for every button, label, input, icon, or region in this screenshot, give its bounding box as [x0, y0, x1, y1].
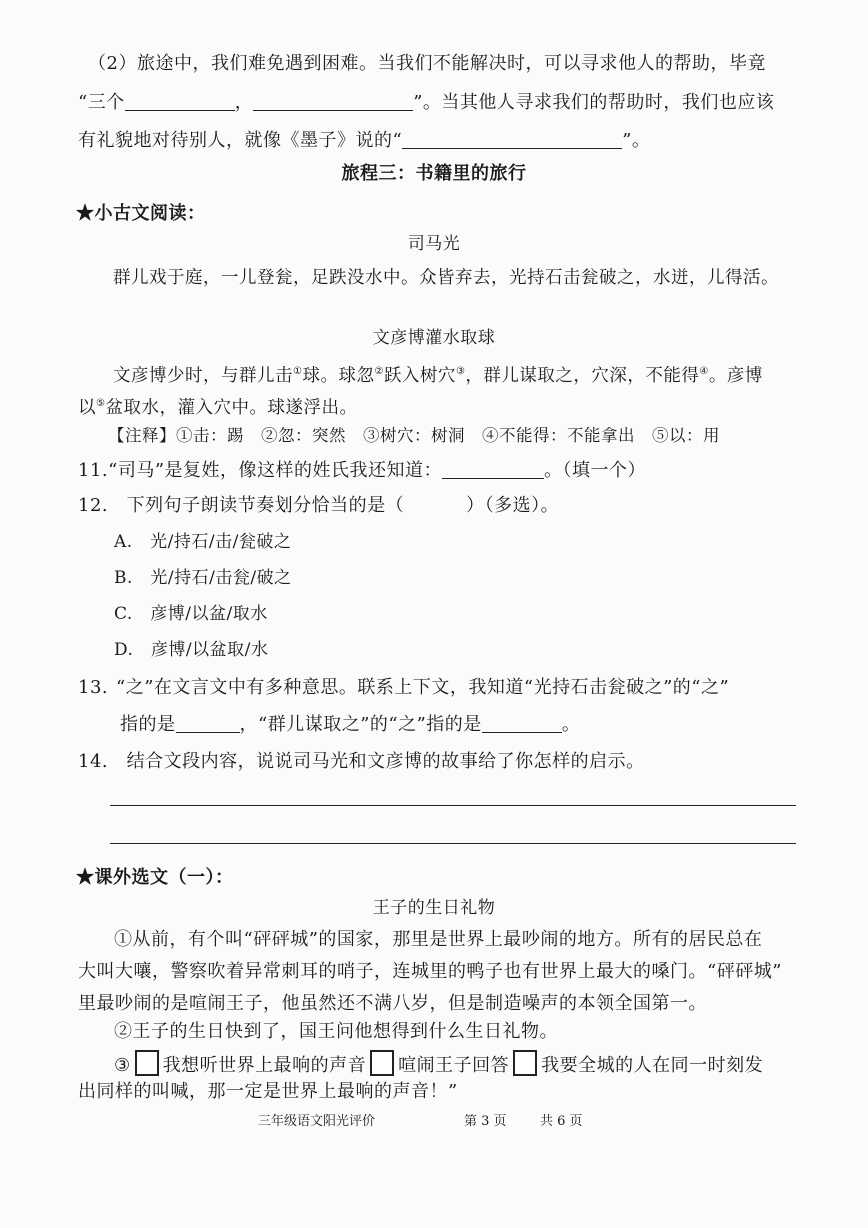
- text2-line1: [113, 360, 763, 388]
- story-p3-seg: 我要全城的人在同一时刻发: [541, 1055, 764, 1076]
- text2-seg: 以: [78, 398, 96, 418]
- punctuation-box-3[interactable]: [513, 1050, 537, 1076]
- q2-blank-3[interactable]: [402, 128, 622, 149]
- story-p1-line2: 大叫大嚷，警察吹着异常刺耳的哨子，连城里的鸭子也有世界上最大的嗓门。“砰砰城”: [78, 961, 782, 982]
- q11: [78, 458, 646, 483]
- q14-answer-line-1[interactable]: [110, 805, 796, 806]
- story-title: 王子的生日礼物: [372, 898, 496, 918]
- story-p3-line1: [114, 1050, 763, 1078]
- story-p3-num: ③: [114, 1055, 131, 1076]
- note-marker-3: ③: [455, 366, 466, 377]
- story-p1-line1: ①从前，有个叫“砰砰城”的国家，那里是世界上最吵闹的地方。所有的居民总在: [114, 929, 763, 950]
- q13-seg: 。: [561, 714, 581, 735]
- punctuation-box-2[interactable]: [370, 1050, 394, 1076]
- text2-seg: 。彦博: [708, 366, 763, 386]
- story-p3-line2: 出同样的叫喊，那一定是世界上最响的声音！”: [78, 1081, 458, 1102]
- q12-stem: [78, 494, 559, 518]
- q13-seg: ，“群儿谋取之”的“之”指的是: [239, 714, 482, 735]
- q2-line2: [78, 90, 774, 115]
- text2-notes: 【注释】①击：踢 ②忽：突然 ③树穴：树洞 ④不能得：不能拿出 ⑤以：用: [108, 426, 720, 445]
- note-marker-5: ⑤: [96, 398, 106, 409]
- section3-title: 旅程三：书籍里的旅行: [341, 163, 527, 184]
- q14-answer-line-2[interactable]: [110, 843, 796, 844]
- footer-page: 第 3 页: [464, 1114, 507, 1129]
- q13-seg: 指的是: [120, 714, 176, 735]
- text2-seg: 跃入树穴: [383, 366, 456, 386]
- footer-total: 共 6 页: [540, 1114, 583, 1129]
- q13-blank-1[interactable]: [176, 712, 240, 733]
- q2-quote-close: ”。当其他人寻求我们的帮助时，我们也应该: [413, 92, 775, 113]
- note-marker-4: ④: [699, 366, 709, 377]
- q13-line1: “之”在文言文中有多种意思。联系上下文，我知道“光持石击瓮破之”的“之”: [116, 677, 730, 698]
- q12-option-d[interactable]: D. 彦博/以盆取/水: [114, 640, 269, 660]
- q13-blank-2[interactable]: [482, 712, 562, 733]
- text1-body: 群儿戏于庭，一儿登瓮，足跌没水中。众皆弃去，光持石击瓮破之，水迸，儿得活。: [113, 268, 779, 288]
- text2-title: 文彦博灌水取球: [372, 328, 496, 348]
- q2-line3-end: ”。: [622, 130, 651, 151]
- text1-title: 司马光: [407, 234, 461, 254]
- classical-heading: ★小古文阅读：: [76, 203, 206, 224]
- q13-num: 13.: [78, 677, 109, 698]
- story-p3-seg: 喧闹王子回答: [398, 1055, 510, 1076]
- q2-blank-2[interactable]: [253, 90, 413, 111]
- text2-seg: 球。球忽: [302, 366, 375, 386]
- q2-line3-start: 有礼貌地对待别人，就像《墨子》说的“: [78, 130, 403, 151]
- q12-option-b[interactable]: B. 光/持石/击瓮/破之: [114, 568, 292, 588]
- note-marker-1: ①: [293, 366, 303, 377]
- q12-stem-tail: ）（多选）。: [466, 495, 560, 516]
- q12-option-a[interactable]: A. 光/持石/击/瓮破之: [114, 532, 292, 552]
- extra-heading: ★课外选文（一）：: [76, 867, 234, 888]
- punctuation-box-1[interactable]: [135, 1050, 159, 1076]
- q13-line2: [120, 712, 580, 737]
- footer-title: 三年级语文阳光评价: [258, 1114, 376, 1129]
- text2-seg: 文彦博少时，与群儿击: [113, 366, 293, 386]
- q2-blank-1[interactable]: [125, 90, 235, 111]
- q2-line1: （2）旅途中，我们难免遇到困难。当我们不能解决时，可以寻求他人的帮助，毕竟: [88, 53, 766, 74]
- q14-text: 14. 结合文段内容，说说司马光和文彦博的故事给了你怎样的启示。: [78, 751, 645, 772]
- q2-comma: ，: [234, 92, 254, 113]
- q11-text: 11.“司马”是复姓，像这样的姓氏我还知道：: [78, 460, 443, 481]
- q2-line3: [78, 128, 650, 153]
- q12-option-c[interactable]: C. 彦博/以盆/取水: [114, 604, 268, 624]
- text2-seg: ，群儿谋取之，穴深，不能得: [465, 366, 700, 386]
- story-p2: ②王子的生日快到了，国王问他想得到什么生日礼物。: [114, 1021, 558, 1042]
- q11-blank[interactable]: [442, 458, 544, 479]
- note-marker-2: ②: [374, 366, 384, 377]
- text2-line2: [78, 392, 357, 420]
- story-p3-seg: 我想听世界上最响的声音: [162, 1055, 367, 1076]
- story-p1-line3: 里最吵闹的是喧闹王子，他虽然还不满八岁，但是制造噪声的本领全国第一。: [78, 993, 707, 1014]
- q2-quote-open: “三个: [78, 92, 125, 113]
- q11-tail: 。（填一个）: [544, 460, 647, 481]
- text2-seg: 盆取水，灌入穴中。球遂浮出。: [105, 398, 358, 418]
- q12-stem-text: 12. 下列句子朗读节奏划分恰当的是（: [78, 495, 405, 516]
